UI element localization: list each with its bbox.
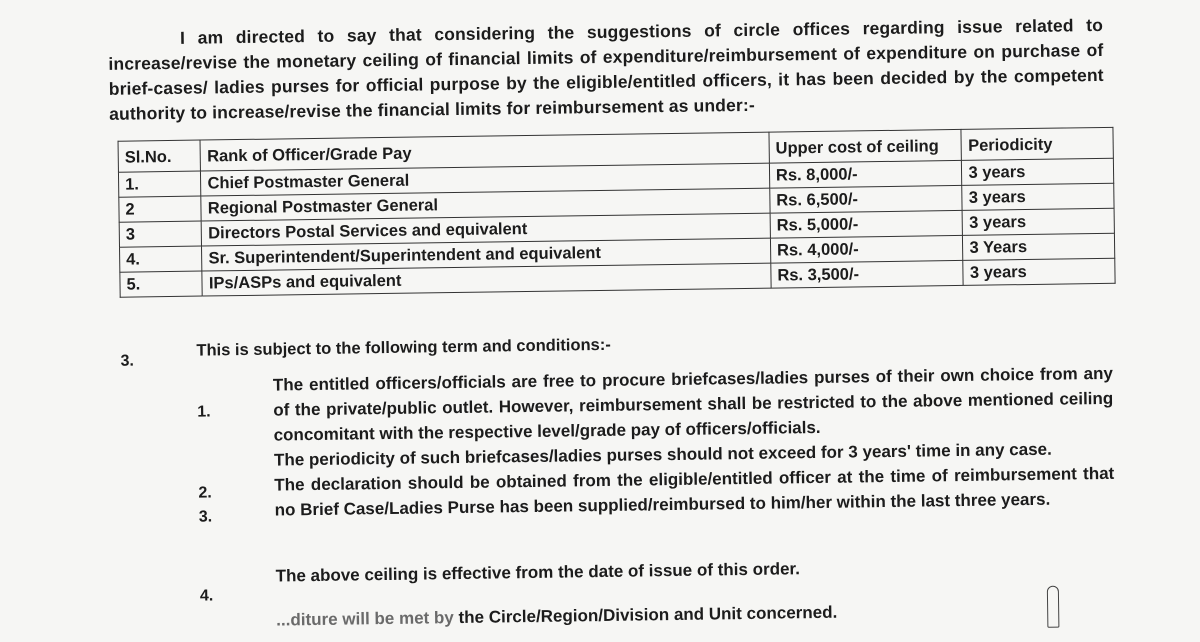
pen-mark [1047,586,1060,628]
header-rank: Rank of Officer/Grade Pay [200,132,769,171]
condition-text: The periodicity of such briefcases/ladies purses should not exceed for 3 years' time in any case. [273,439,1052,470]
cell-sl-no: 1. [118,171,201,197]
cell-sl-no: 2 [119,196,202,222]
cell-cost: Rs. 3,500/- [771,260,964,288]
paragraph-indent [108,43,180,44]
intro-text: I am directed to say that considering the suggestions of circle offices regarding issue related to increase/revise the monetary ceiling of financial limits of expenditure/reimbursement of expenditure on purchase of brief-cases/ ladies purses for official purpose by the eligible/entitled officers, it has been decided by the competent authority to increase/revise the financial limits for reimbursement as under:- [108,14,1104,124]
condition-text: The above ceiling is effective from the date of issue of this order. [275,559,800,586]
condition-number: 2. [198,484,212,502]
cell-cost: Rs. 6,500/- [770,185,963,213]
cell-periodicity: 3 years [963,208,1115,235]
cell-sl-no: 3 [119,221,202,247]
cell-periodicity: 3 years [962,183,1114,210]
condition-text: The declaration should be obtained from the eligible/entitled officer at the time of reimbursement that no Brief Case/Ladies Purse has been supplied/reimbursed to him/her within the last three years. [274,463,1115,520]
cell-periodicity: 3 years [962,158,1114,185]
condition-number: 3. [198,508,213,526]
cell-rank: Directors Postal Services and equivalent [202,213,771,246]
partial-faded-text: ...diture will be met by [276,608,459,630]
reimbursement-limits-table [118,127,1116,298]
cell-periodicity: 3 Years [963,233,1115,260]
condition-text: The entitled officers/officials are free to procure briefcases/ladies purses of their own choice from any of the private/public outlet. However, reimbursement shall be restricted to the above mentioned ceiling concomitant with the respective level/grade pay of officers/officials. [272,363,1114,445]
condition-text-partial [276,596,1116,633]
cell-sl-no: 4. [120,246,203,272]
header-periodicity: Periodicity [961,127,1113,160]
cell-rank: Sr. Superintendent/Superintendent and equivalent [202,238,771,271]
intro-paragraph [108,12,1104,126]
condition-number: 4. [199,587,214,605]
header-sl-no: Sl.No. [118,140,201,172]
section-heading: This is subject to the following term and conditions:- [196,335,611,360]
section-number: 3. [120,352,135,370]
cell-cost: Rs. 8,000/- [769,160,962,188]
condition-number: 1. [197,403,211,421]
partial-clear-text: the Circle/Region/Division and Unit concerned. [458,602,838,628]
cell-rank: Chief Postmaster General [201,163,770,196]
cell-cost: Rs. 5,000/- [770,210,963,238]
cell-sl-no: 5. [120,271,203,297]
cell-periodicity: 3 years [963,258,1115,285]
cell-rank: IPs/ASPs and equivalent [202,263,771,296]
cell-rank: Regional Postmaster General [201,188,770,221]
cell-cost: Rs. 4,000/- [770,235,963,263]
header-upper-cost: Upper cost of ceiling [769,129,962,163]
